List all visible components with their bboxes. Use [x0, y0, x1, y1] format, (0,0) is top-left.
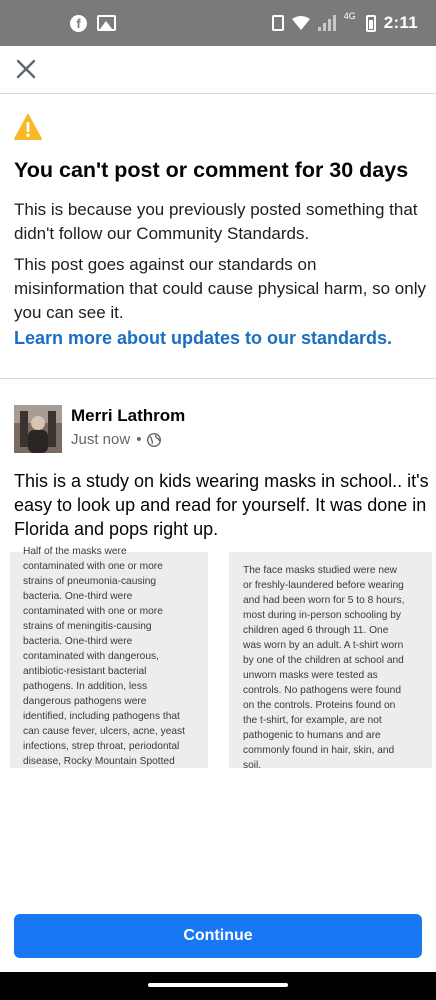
globe-icon[interactable]: [147, 433, 161, 447]
vibrate-icon: [272, 15, 284, 31]
image-right-text: The face masks studied were new or freshly-laundered before wearing and had been worn for 5 to 8 hours, most during in-person schooling by children aged 6 through 11. One was worn by an adult. A t-shirt worn by one of the children at school and unworn masks were tested as controls. No pathogens were found on the controls. Proteins found on the t-shirt, for example, are not pathogenic to humans and are commonly found in hair, skin, and soil.: [243, 565, 405, 771]
continue-button[interactable]: Continue: [14, 914, 422, 958]
notice-detail: This post goes against our standards on misinformation that could cause physical harm, so only you can see it.: [14, 255, 426, 322]
post-image-left[interactable]: [10, 546, 208, 768]
section-divider: [0, 378, 436, 379]
gallery-icon: [97, 15, 116, 31]
battery-icon: [366, 15, 376, 32]
avatar-photo: [14, 405, 62, 453]
top-bar: [0, 46, 436, 94]
status-bar: [0, 0, 436, 46]
meta-separator: •: [136, 431, 142, 448]
post-timestamp[interactable]: Just now: [71, 431, 131, 448]
navigation-bar: [0, 972, 436, 1000]
facebook-icon: f: [70, 15, 87, 32]
image-left-text: Half of the masks were contaminated with one or more strains of pneumonia-causing bacteria. One-third were contaminated with one or more strains of meningitis-causing bacteria. One-third were contaminated with dangerous, antibiotic-resistant bacterial pathogens. In addition, less dangerous pathogens were identified, including pathogens that can cause fever, ulcers, acne, yeast infections, strep throat, periodontal disease, Rocky Mountain Spotted: [23, 546, 185, 767]
learn-more-link[interactable]: Learn more about updates to our standards.: [14, 328, 393, 348]
post-image-right[interactable]: [229, 552, 432, 771]
post-meta: [71, 431, 161, 448]
wifi-icon: [292, 16, 310, 30]
post-author[interactable]: Merri Lathrom: [71, 406, 186, 425]
signal-icon: [318, 15, 336, 31]
close-icon[interactable]: [14, 57, 38, 81]
post-text: This is a study on kids wearing masks in school.. it's easy to look up and read for yourself. It was done in Florida and pops right up.: [14, 471, 429, 539]
home-gesture-bar[interactable]: [148, 983, 288, 987]
notice-reason: This is because you previously posted something that didn't follow our Community Standards.: [14, 200, 418, 243]
page-title: You can't post or comment for 30 days: [14, 158, 409, 182]
warning-icon: [14, 114, 42, 140]
network-type: 4G: [343, 11, 356, 21]
avatar[interactable]: [14, 405, 62, 453]
status-time: 2:11: [383, 13, 418, 32]
